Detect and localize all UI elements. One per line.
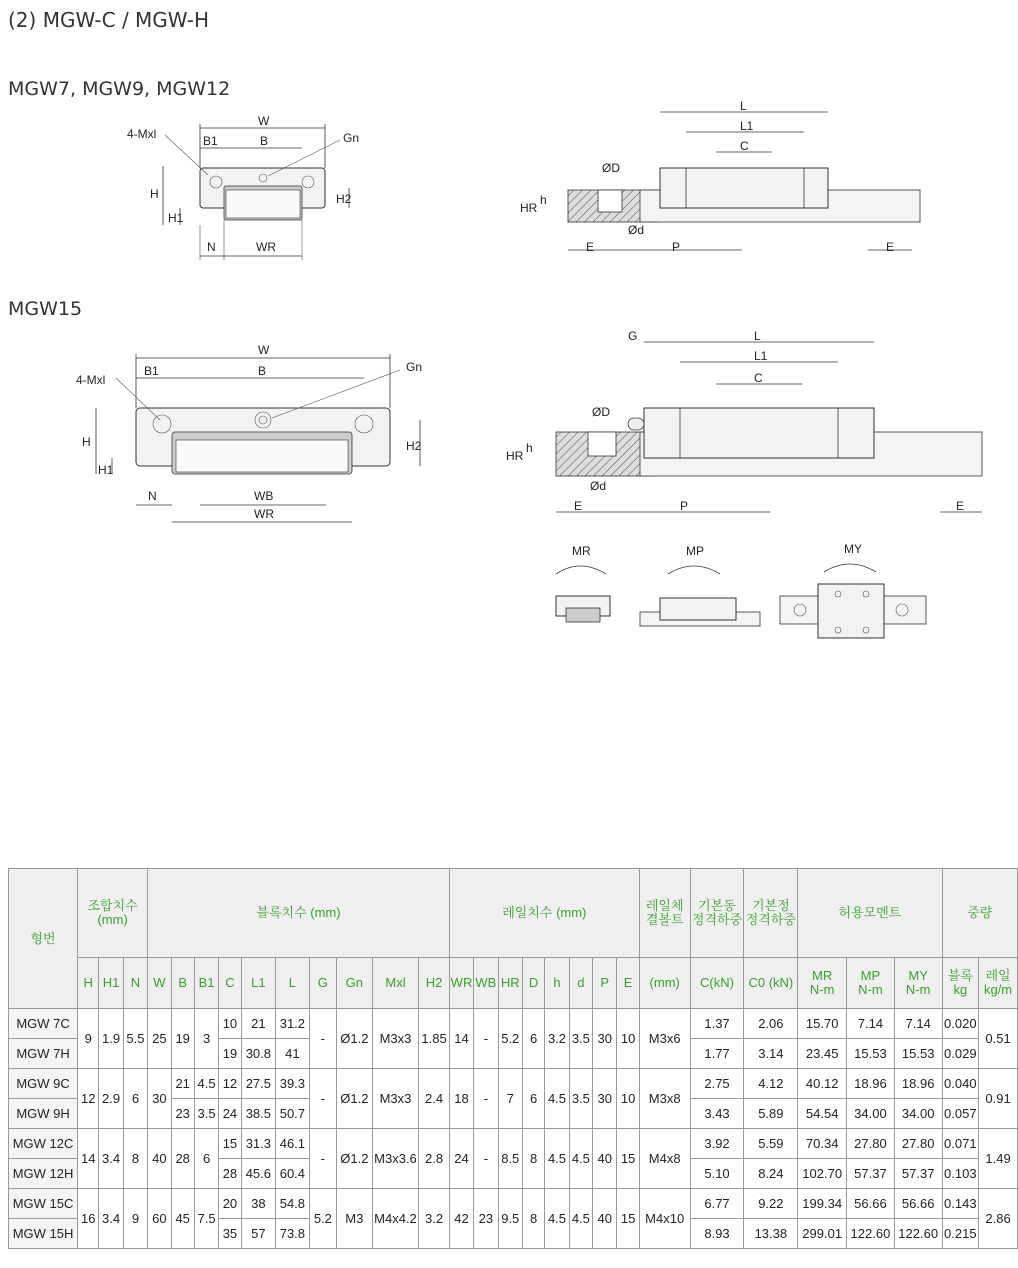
sub-wr: WR	[449, 958, 473, 1009]
sub-hh: h	[545, 958, 569, 1009]
cell: 7	[498, 1069, 522, 1129]
cell: 5.10	[690, 1159, 744, 1189]
sub-h1: H1	[99, 958, 123, 1009]
cell: 8.24	[744, 1159, 798, 1189]
cell: 2.8	[419, 1129, 449, 1189]
dim-hr-large: HR	[506, 449, 524, 463]
sub-e: E	[617, 958, 639, 1009]
cell: 54.54	[798, 1099, 847, 1129]
cell: 3.5	[569, 1069, 592, 1129]
cell: 15	[617, 1189, 639, 1249]
cell: 35	[219, 1219, 241, 1249]
cell: 56.66	[894, 1189, 942, 1219]
cell: 60	[148, 1189, 171, 1249]
cell-model: MGW 12H	[9, 1159, 78, 1189]
cell: 299.01	[798, 1219, 847, 1249]
cell: 6	[123, 1069, 147, 1129]
sub-c0kn: C0 (kN)	[744, 958, 798, 1009]
cell: 21	[241, 1009, 276, 1039]
cell: 23.45	[798, 1039, 847, 1069]
cell: 0.143	[942, 1189, 979, 1219]
cell: M3x3	[372, 1009, 419, 1069]
cell: 2.9	[99, 1069, 123, 1129]
cell-model: MGW 12C	[9, 1129, 78, 1159]
dim-g-large: G	[628, 329, 638, 343]
cell: 10	[617, 1069, 639, 1129]
dim-h1-large: H1	[98, 463, 114, 477]
cell: 41	[276, 1039, 310, 1069]
cell: 7.14	[847, 1009, 895, 1039]
cell: 0.040	[942, 1069, 979, 1099]
hdr-block: 블록치수 (mm)	[148, 869, 450, 958]
cell: 3.4	[99, 1129, 123, 1189]
cell: 102.70	[798, 1159, 847, 1189]
cell: 1.37	[690, 1009, 744, 1039]
sub-ckn: C(kN)	[690, 958, 744, 1009]
cell: 9.22	[744, 1189, 798, 1219]
cell: M3	[337, 1189, 373, 1249]
cell: 57.37	[847, 1159, 895, 1189]
cell: 19	[171, 1009, 194, 1069]
sub-n: N	[123, 958, 147, 1009]
cell: 2.06	[744, 1009, 798, 1039]
cell-model: MGW 15H	[9, 1219, 78, 1249]
cell: 40	[148, 1129, 171, 1189]
cell: 15.53	[894, 1039, 942, 1069]
cell: M3x8	[639, 1069, 690, 1129]
cell: 4.5	[545, 1189, 569, 1249]
front-view-large	[76, 343, 422, 522]
cell: 122.60	[894, 1219, 942, 1249]
cell: 7.14	[894, 1009, 942, 1039]
side-view-large	[506, 329, 982, 513]
cell: 10	[617, 1009, 639, 1069]
sub-b: B	[171, 958, 194, 1009]
cell: M3x3.6	[372, 1129, 419, 1189]
hdr-moment: 허용모멘트	[798, 869, 942, 958]
cell: -	[309, 1129, 336, 1189]
cell: 4.5	[545, 1129, 569, 1189]
cell: 18.96	[894, 1069, 942, 1099]
cell: 34.00	[847, 1099, 895, 1129]
cell: 31.3	[241, 1129, 276, 1159]
cell: 7.5	[194, 1189, 218, 1249]
cell: -	[474, 1069, 498, 1129]
dim-e2: E	[886, 240, 895, 254]
dim-mxl: 4-Mxl	[127, 127, 157, 141]
cell: 24	[219, 1099, 241, 1129]
cell: 73.8	[276, 1219, 310, 1249]
cell: 6.77	[690, 1189, 744, 1219]
sub-h2: H2	[419, 958, 449, 1009]
dim-b1-large: B1	[144, 364, 159, 378]
cell: 34.00	[894, 1099, 942, 1129]
cell: 0.057	[942, 1099, 979, 1129]
sub-c: C	[219, 958, 241, 1009]
cell: Ø1.2	[337, 1129, 373, 1189]
cell: 3.5	[194, 1099, 218, 1129]
page-title: (2) MGW-C / MGW-H	[8, 8, 210, 32]
dim-h: H	[150, 187, 159, 201]
cell: 199.34	[798, 1189, 847, 1219]
cell: 4.5	[569, 1129, 592, 1189]
dim-b: B	[260, 134, 269, 148]
cell: 15	[219, 1129, 241, 1159]
cell: 9	[123, 1189, 147, 1249]
dim-b-large: B	[258, 364, 267, 378]
dim-gn-large: Gn	[406, 360, 423, 374]
hdr-weight: 중량	[942, 869, 1017, 958]
cell: 3.92	[690, 1129, 744, 1159]
cell: 45	[171, 1189, 194, 1249]
dim-od-large: ØD	[592, 405, 610, 419]
sub-rail-kg: 레일 kg/m	[979, 958, 1018, 1009]
cell: 70.34	[798, 1129, 847, 1159]
sub-mr: MR N-m	[798, 958, 847, 1009]
side-view-small	[520, 99, 920, 254]
cell: 14	[449, 1009, 473, 1069]
dim-h2: H2	[336, 192, 352, 206]
section-title-large: MGW15	[8, 298, 83, 320]
moment-mr: MR	[572, 544, 591, 558]
cell: M3x6	[639, 1009, 690, 1069]
cell-model: MGW 7H	[9, 1039, 78, 1069]
dim-hsmall: h	[540, 193, 547, 207]
cell: 0.91	[979, 1069, 1018, 1129]
cell: 38.5	[241, 1099, 276, 1129]
cell: 15.70	[798, 1009, 847, 1039]
cell: 5.2	[309, 1189, 336, 1249]
sub-p: P	[593, 958, 617, 1009]
hdr-dyn: 기본동 정격하중	[690, 869, 744, 958]
cell: 23	[474, 1189, 498, 1249]
cell: Ø1.2	[337, 1009, 373, 1069]
mr-arrow-icon	[556, 566, 606, 574]
cell: 10	[219, 1009, 241, 1039]
dim-l1-large: L1	[754, 349, 768, 363]
dim-hsmall-large: h	[526, 441, 533, 455]
cell: 12	[78, 1069, 99, 1129]
cell: 6	[522, 1009, 544, 1069]
cell: 57	[241, 1219, 276, 1249]
cell: 18	[449, 1069, 473, 1129]
dim-h1: H1	[168, 211, 184, 225]
cell: 31.2	[276, 1009, 310, 1039]
dim-e2-large: E	[956, 499, 965, 513]
sub-gn: Gn	[337, 958, 373, 1009]
cell-model: MGW 9C	[9, 1069, 78, 1099]
dim-mxl-large: 4-Mxl	[76, 373, 106, 387]
spec-table	[8, 868, 1018, 1249]
cell: Ø1.2	[337, 1069, 373, 1129]
hdr-bolt: 레일체 결볼트	[639, 869, 690, 958]
hdr-stat: 기본정 정격하중	[744, 869, 798, 958]
dim-od: ØD	[602, 161, 620, 175]
moment-my: MY	[844, 542, 862, 556]
cell: M4x10	[639, 1189, 690, 1249]
table-row	[9, 1069, 1018, 1099]
sub-h: H	[78, 958, 99, 1009]
cell: 3.2	[419, 1189, 449, 1249]
cell-model: MGW 9H	[9, 1099, 78, 1129]
dim-p: P	[672, 240, 681, 254]
cell: 4.12	[744, 1069, 798, 1099]
cell: 9	[78, 1009, 99, 1069]
cell: 27.5	[241, 1069, 276, 1099]
cell: 12	[219, 1069, 241, 1099]
cell: 3.43	[690, 1099, 744, 1129]
sub-l: L	[276, 958, 310, 1009]
dim-h2-large: H2	[406, 439, 422, 453]
cell: -	[309, 1069, 336, 1129]
cell: 21	[171, 1069, 194, 1099]
cell: 0.215	[942, 1219, 979, 1249]
dim-e-large: E	[574, 499, 583, 513]
dim-wb-large: WB	[254, 489, 274, 503]
sub-mp: MP N-m	[847, 958, 895, 1009]
cell: 27.80	[894, 1129, 942, 1159]
cell: 0.51	[979, 1009, 1018, 1069]
cell: 8	[522, 1189, 544, 1249]
cell: 0.029	[942, 1039, 979, 1069]
cell: 40.12	[798, 1069, 847, 1099]
cell: 40	[593, 1129, 617, 1189]
cell: 30	[148, 1069, 171, 1129]
cell: 57.37	[894, 1159, 942, 1189]
cell-model: MGW 7C	[9, 1009, 78, 1039]
dim-l1: L1	[740, 119, 754, 133]
cell: 122.60	[847, 1219, 895, 1249]
cell: 28	[171, 1129, 194, 1189]
cell: 1.49	[979, 1129, 1018, 1189]
section-title-small: MGW7, MGW9, MGW12	[8, 78, 231, 100]
cell: 6	[194, 1129, 218, 1189]
hdr-rail: 레일치수 (mm)	[449, 869, 639, 958]
cell: 56.66	[847, 1189, 895, 1219]
dim-d: Ød	[628, 223, 645, 237]
sub-d: D	[522, 958, 544, 1009]
cell: M3x3	[372, 1069, 419, 1129]
front-view-small	[127, 114, 359, 260]
cell: 28	[219, 1159, 241, 1189]
cell: 4.5	[194, 1069, 218, 1099]
sub-l1: L1	[241, 958, 276, 1009]
cell: 30	[593, 1069, 617, 1129]
cell: 19	[219, 1039, 241, 1069]
dim-h-large: H	[82, 435, 91, 449]
cell: 1.77	[690, 1039, 744, 1069]
sub-g: G	[309, 958, 336, 1009]
cell: 16	[78, 1189, 99, 1249]
cell: 18.96	[847, 1069, 895, 1099]
cell: 1.9	[99, 1009, 123, 1069]
dim-p-large: P	[680, 499, 689, 513]
cell: 0.103	[942, 1159, 979, 1189]
cell: 15	[617, 1129, 639, 1189]
cell: 8.5	[498, 1129, 522, 1189]
cell: 13.38	[744, 1219, 798, 1249]
cell: 3.14	[744, 1039, 798, 1069]
cell: 30	[593, 1009, 617, 1069]
cell: 5.2	[498, 1009, 522, 1069]
cell: 14	[78, 1129, 99, 1189]
dim-b1: B1	[203, 134, 218, 148]
sub-my: MY N-m	[894, 958, 942, 1009]
moment-mp: MP	[686, 544, 704, 558]
cell: 5.5	[123, 1009, 147, 1069]
moment-diagrams	[556, 542, 926, 638]
cell: -	[309, 1009, 336, 1069]
cell: 46.1	[276, 1129, 310, 1159]
cell: 50.7	[276, 1099, 310, 1129]
cell: 3.5	[569, 1009, 592, 1069]
cell: 4.5	[569, 1189, 592, 1249]
dim-w-large: W	[258, 343, 270, 357]
cell: 8	[123, 1129, 147, 1189]
cell: 3.2	[545, 1009, 569, 1069]
table-row	[9, 1189, 1018, 1219]
cell: 2.4	[419, 1069, 449, 1129]
dim-n-large: N	[148, 489, 157, 503]
cell: 45.6	[241, 1159, 276, 1189]
table-row	[9, 1129, 1018, 1159]
cell: 5.89	[744, 1099, 798, 1129]
cell: 0.071	[942, 1129, 979, 1159]
cell: 39.3	[276, 1069, 310, 1099]
dim-c-large: C	[754, 371, 763, 385]
cell: M4x8	[639, 1129, 690, 1189]
sub-mxl: Mxl	[372, 958, 419, 1009]
dim-gn: Gn	[343, 131, 360, 145]
cell: 15.53	[847, 1039, 895, 1069]
cell: 5.59	[744, 1129, 798, 1159]
dim-w: W	[258, 114, 270, 128]
cell: 42	[449, 1189, 473, 1249]
sub-block-kg: 블록 kg	[942, 958, 979, 1009]
sub-dd: d	[569, 958, 592, 1009]
hdr-assembly: 조합치수 (mm)	[78, 869, 148, 958]
cell: 38	[241, 1189, 276, 1219]
cell: 8	[522, 1129, 544, 1189]
hdr-model: 형번	[9, 869, 78, 1009]
dim-l: L	[740, 99, 747, 113]
cell: 60.4	[276, 1159, 310, 1189]
dim-n: N	[207, 240, 216, 254]
cell: 40	[593, 1189, 617, 1249]
dim-wr-large: WR	[254, 507, 274, 521]
dim-c: C	[740, 139, 749, 153]
cell: 6	[522, 1069, 544, 1129]
cell: 30.8	[241, 1039, 276, 1069]
cell: 0.020	[942, 1009, 979, 1039]
cell: 20	[219, 1189, 241, 1219]
cell: 23	[171, 1099, 194, 1129]
sub-wb: WB	[474, 958, 498, 1009]
cell: 3	[194, 1009, 218, 1069]
cell: -	[474, 1129, 498, 1189]
cell: 27.80	[847, 1129, 895, 1159]
dim-wr: WR	[256, 240, 276, 254]
cell: 54.8	[276, 1189, 310, 1219]
table-row	[9, 1009, 1018, 1039]
dim-e: E	[586, 240, 595, 254]
cell: 3.4	[99, 1189, 123, 1249]
sub-w: W	[148, 958, 171, 1009]
cell: M4x4.2	[372, 1189, 419, 1249]
cell: 1.85	[419, 1009, 449, 1069]
cell: 2.86	[979, 1189, 1018, 1249]
cell-model: MGW 15C	[9, 1189, 78, 1219]
cell: 9.5	[498, 1189, 522, 1249]
dim-l-large: L	[754, 329, 761, 343]
cell: 4.5	[545, 1069, 569, 1129]
cell: 24	[449, 1129, 473, 1189]
cell: 2.75	[690, 1069, 744, 1099]
cell: 25	[148, 1009, 171, 1069]
cell: -	[474, 1009, 498, 1069]
dim-d-large: Ød	[590, 479, 607, 493]
my-arrow-icon	[824, 564, 876, 572]
cell: 8.93	[690, 1219, 744, 1249]
mp-arrow-icon	[668, 566, 720, 574]
dim-hr: HR	[520, 201, 538, 215]
sub-hr: HR	[498, 958, 522, 1009]
sub-b1: B1	[194, 958, 218, 1009]
sub-bolt: (mm)	[639, 958, 690, 1009]
